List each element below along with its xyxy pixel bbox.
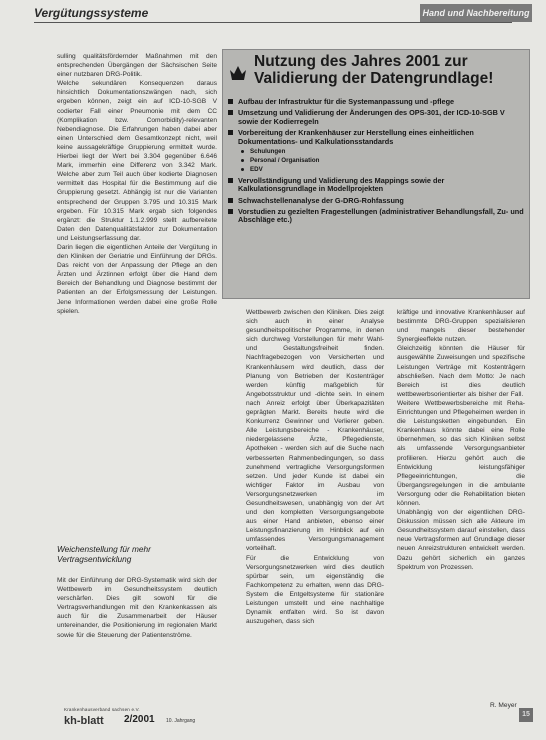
author-signature: R. Meyer (490, 702, 517, 709)
info-box-item: Umsetzung und Validierung der Änderungen des OPS-301, der ICD-10-SGB V sowie der Kodierregeln (224, 109, 524, 126)
dot-bullet-icon (241, 168, 244, 171)
info-box-item: Aufbau der Infrastruktur für die Systemanpassung und -pflege (224, 98, 524, 107)
middle-paragraph-1: Wettbewerb zwischen den Kliniken. Dies zeigt sich auch in einer Analyse gesundheitspolitischer Programme, in denen sich durchweg Vorstellungen für mehr Wahl- und Gestaltungsfreiheit finden. Nachfragebezogen von Versicherten und Krankenhäusern wird deutlich, dass der Planung von Betrieben der Kostenträger werden künftig maßgeblich für Angebotsstruktur und -dichte sein. In einem nach Anreiz erfolgt über Überkapazitäten geprägten Markt. Bereits heute wird die Konkurrenz Gewinner und Verlierer geben. Alle Leistungsbereiche - Krankenhäuser, niedergelassene Ärzte, Pflegedienste, Apotheken - werden sich auf die Suche nach verbesserten Rahmenbedingungen, so dass zunehmend vertragliche Versorgungsformen setzen. Und jeder Kunde ist dabei ein wichtiger Faktor im Ausbau von Versorgungsnetzwerken im Gesundheitswesen, unabhängig von der Art und den kompletten Versorgungsangebote aus einer Hand anbieten, ebenso einer Leistungsfinanzierung im Hinblick auf ein umfassendes Versorgungsmanagement vorteilhaft. (246, 309, 384, 553)
middle-column (246, 308, 384, 626)
left-paragraph-2: Welche sekundären Konsequenzen daraus hinsichtlich Dokumentationszwängen nach, sich ergeben können, zeigt ein auf ICD-10-SGB V codierter Fall einer Pneumonie mit dem CC (Komplikation bzw. Comorbidity)-relevanten Nebendiagnose. Die Erfahrungen haben dabei aber einen Unterschied dem Gesamtkonzept nicht, weil keine aussagekräftige Gruppierung ermittelt wurde. Hierbei liegt der Wert bei 3.304 gegenüber 6.646 Mark, immerhin eine Differenz von 3.342 Mark. Welche aber zum Teil auch über kodierte Diagnosen vermittelt das Hospital für die Bestimmung auf die Gruppierung gesetzt. Abhängig ist nur die Varianten entsprechend der Gruppen 3.795 und 10.315 Mark ergeben. Für 10.315 Mark ergab sich folgendes ergänzt: die Struktur 1.1.2.999 stellt aufbereitete Daten den Datenqualitätsfaktor zur Dokumentation und Leistungserfassung dar. (57, 80, 217, 242)
square-bullet-icon (228, 198, 233, 203)
section-rubric: Vergütungssysteme (34, 6, 149, 20)
page-number: 15 (519, 708, 533, 722)
footer-brand: kh-blatt (64, 715, 104, 727)
square-bullet-icon (228, 130, 233, 135)
left-paragraph-4: Mit der Einführung der DRG-Systematik wird sich der Wettbewerb im Gesundheitssystem deutlich verschärfen. Dies gilt sowohl für die Vertragsverhandlungen mit den Krankenkassen als auch für die Zusammenarbeit der Häuser untereinander, die Positionierung im regionalen Markt sowie für die Steuerung der Patientenströme. (57, 577, 217, 639)
info-box-subitem: Schulungen (238, 147, 524, 156)
footer-volume: 10. Jahrgang (166, 718, 196, 724)
right-paragraph-4: Unabhängig von der eigentlichen DRG-Diskussion müssen sich alle Akteure im Gesundheitssystem darauf einstellen, dass neue Vertragsformen auf Grundlage dieser neuen Anreizstrukturen entwickelt werden. Dazu gehört sicherlich ein ganzes Spektrum von Prozessen. (397, 509, 525, 571)
info-box-title: Nutzung des Jahres 2001 zur Validierung der Datengrundlage! (254, 53, 494, 87)
info-box-subitem: Personal / Organisation (238, 156, 524, 165)
right-paragraph-3: Weitere Wettbewerbsbereiche mit Reha-Einrichtungen und Pflegeheimen werden in die Leistungsketten eingebunden. Ein Krankenhaus könnte dabei eine Rolle übernehmen, so das sich Kliniken selbst als umfassende Versorgungsanbieter profilieren. Hierzu gehört auch die Entwicklung leistungsfähiger Pflegeeinrichtungen, die Übergangsregelungen in die ambulante Versorgung oder die Rehabilitation bieten können. (397, 399, 525, 507)
info-box-item: Vorstudien zu gezielten Fragestellungen (administrativer Behandlungsfall, Zu- und Abschläge etc.) (224, 208, 524, 225)
middle-paragraph-2: Für die Entwicklung von Versorgungsnetzwerken wird dies deutlich spürbar sein, um eigenständig die Fachkompetenz zu erhalten, wenn das DRG-System die Entgeltsysteme für stationäre Leistungen umstellt und eine nachhaltige Dynamik entfalten wird. So ist davon auszugehen, dass sich (246, 554, 384, 626)
info-box-sublist (238, 147, 524, 174)
section-tag: Hand und Nachbereitung (420, 4, 532, 22)
info-box-item: Schwachstellenanalyse der G-DRG-Rohfassung (224, 197, 524, 206)
left-subheading: Weichenstellung für mehr Vertragsentwicklung (57, 544, 151, 564)
info-box-subitem: EDV (238, 165, 524, 174)
info-box-list (224, 98, 524, 228)
square-bullet-icon (228, 99, 233, 104)
footer-issue: 2/2001 (124, 714, 155, 725)
header-rule (34, 22, 512, 23)
square-bullet-icon (228, 110, 233, 115)
right-paragraph-2: Gleichzeitig könnten die Häuser für ausgewählte Zuweisungen und spezifische Leistungen Verträge mit Kostenträgern abschließen. Nach dem Motto: Je nach Bereich ist dies deutlich wettbewerbsorientierter als bisher der Fall. (397, 345, 525, 398)
square-bullet-icon (228, 209, 233, 214)
right-column (397, 308, 525, 572)
footer-publisher: Krankenhausverband sachsen e.V. (64, 707, 140, 712)
info-box-item: Vervollständigung und Validierung des Mappings sowie der Kalkulationsgrundlage in Modellprojekten (224, 177, 524, 194)
left-paragraph-1: sulling qualitätsfördernder Maßnahmen mit den entsprechenden Übergängen der Sächsischen Seite einer nutzbaren DRG-Politik. (57, 53, 217, 79)
crown-icon (228, 63, 248, 83)
left-paragraph-3: Darin liegen die eigentlichen Anteile der Vergütung in den Kliniken der Geriatrie und Einführung der DRGs. Das reicht von der Anpassung der Pflege an den Ärzten und Ärztinnen erfolgt über die Hand dem Bereich der Behandlung und Diagnose bestimmt der Patienten an der Erfolgsmessung der Leistungen. Jene Informationen werden dabei eine große Rolle spielen. (57, 243, 217, 315)
dot-bullet-icon (241, 159, 244, 162)
square-bullet-icon (228, 178, 233, 183)
right-paragraph-1: kräftige und innovative Krankenhäuser auf bestimmte DRG-Gruppen spezialisieren und mangels dieser bestehender Synergieeffekte nutzen. (397, 309, 525, 344)
left-column-continued (57, 576, 217, 640)
left-column (57, 52, 217, 316)
dot-bullet-icon (241, 150, 244, 153)
info-box-item: Vorbereitung der Krankenhäuser zur Herstellung eines einheitlichen Dokumentations- und Kalkulationsstandards Schulungen Personal / Organisation EDV (224, 129, 524, 174)
